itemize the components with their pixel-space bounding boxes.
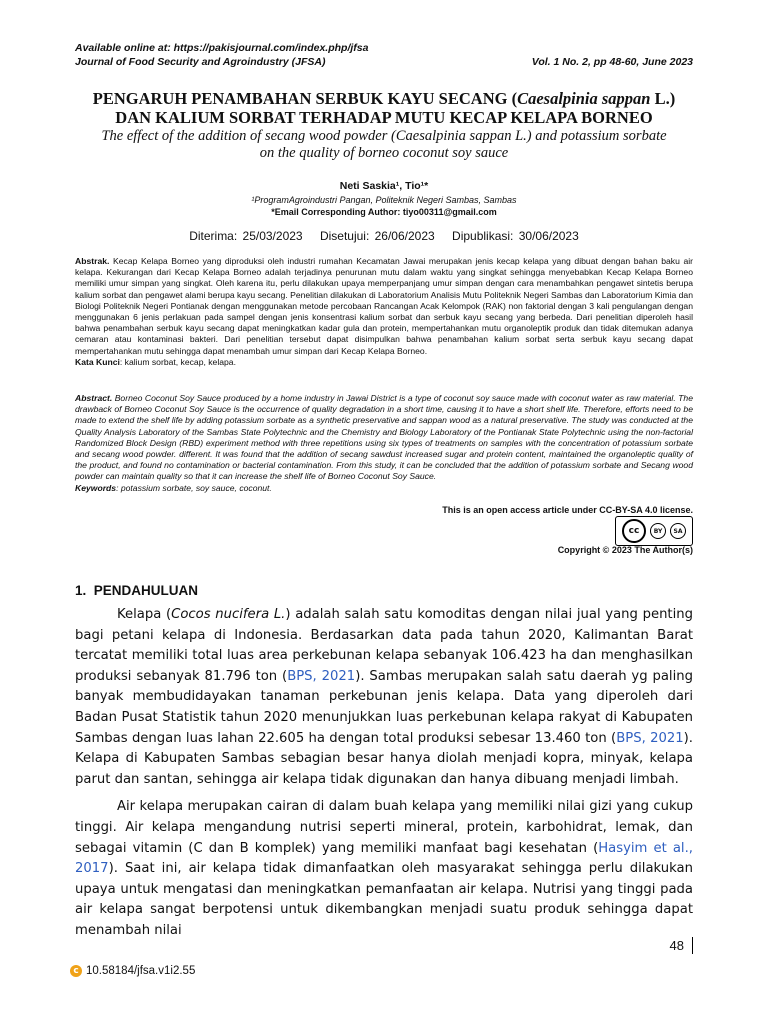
journal-name: Journal of Food Security and Agroindustry (JFSA) — [75, 56, 326, 68]
publication-dates — [60, 229, 708, 243]
citation-link[interactable]: BPS, 2021 — [287, 668, 356, 684]
abstract-body: Kecap Kelapa Borneo yang diproduksi oleh industri rumahan Kecamatan Jawai merupakan jenis kecap kelapa yang dibuat dengan bahan baku air kelapa. Kekurangan dari Kecap Kelapa Borneo adalah terjadinya penurunan mutu dalam waktu yang singkat sehingga menyebabkan Kecap Kelapa Borneo memiliki umur simpan yang singkat. Oleh karena itu, perlu dilakukan upaya memperpanjang umur simpan dengan cara menambahkan pengawet sintetis berupa kalium sorbat dan pengawet alami berupa kayu secang. Penelitian dilakukan di Laboratorium Analisis Mutu Politeknik Negeri Sambas dan Laboratorium Kimia dan Biologi Politeknik Negeri Pontianak dengan menggunakan metode percobaan Rancangan Acak Kelompok (RAK) non faktorial dengan 3 kali pengulangan dengan menggunakan 6 jenis perlakuan pada sampel dengan jenis konsentrasi kalium sorbat dan serbuk kayu secang yang berbeda. Dari penelitian diperoleh hasil bahwa penambahan serbuk kayu secang dapat meningkatkan kadar gula dan protein, mempertahankan mutu organoleptik produk dan tidak ditemukan adanya cemaran atau kontaminasi bakteri. Dari penelitian tersebut dapat disimpulkan bahwa penambahan kalium sorbat serta serbuk kayu secang dapat mempertahankan mutu sehingga dapat menambah umur simpan dari Kecap Kelapa Borneo. — [75, 256, 693, 356]
species-name: Cocos nucifera L. — [171, 607, 286, 622]
abstract-label: Abstrak. — [75, 256, 110, 266]
keywords-label: Kata Kunci — [75, 356, 120, 367]
paragraph-1: Kelapa (Cocos nucifera L.) adalah salah satu komoditas dengan nilai jual yang penting bagi petani kelapa di Indonesia. Berdasarkan data pada tahun 2020, Kalimantan Barat tercatat memiliki total luas area perkebunan kelapa sebanyak 106.423 ha dan menghasilkan produksi sebanyak 81.796 ton (BPS, 2021). Sambas merupakan salah satu daerah yg paling banyak membudidayakan tanaman perkebunan jenis kelapa. Data yang diperoleh dari Badan Pusat Statistik tahun 2020 menunjukkan luas perkebunan kelapa rakyat di Kabupaten Sambas dengan luas lahan 22.605 ha dengan total produksi sebesar 13.460 ton (BPS, 2021). Kelapa di Kabupaten Sambas sebagian besar hanya diolah menjadi kopra, minyak, kelapa parut dan santan, sehingga air kelapa tidak digunakan dan hanya dibuang menjadi limbah. — [75, 607, 693, 787]
paper-title — [60, 89, 708, 127]
copyright-text: Copyright © 2023 The Author(s) — [557, 545, 693, 555]
abstract-english — [75, 393, 693, 494]
authors: Neti Saskia¹, Tio¹* — [339, 180, 429, 192]
title-line-2: DAN KALIUM SORBAT TERHADAP MUTU KECAP KELAPA BORNEO — [115, 108, 653, 127]
body-text — [75, 605, 693, 942]
paragraph-2: Air kelapa merupakan cairan di dalam buah kelapa yang memiliki nilai gizi yang cukup tinggi. Air kelapa mengandung nutrisi seperti mineral, protein, karbohidrat, lemak, dan sebagai vitamin (C dan B komplek) yang memiliki manfaat bagi kesehatan (Hasyim et al., 2017). Saat ini, air kelapa tidak dimanfaatkan oleh masyarakat sehingga perlu dilakukan upaya untuk mengatasi dan meningkatkan pemanfaatan air kelapa. Nutrisi yang tinggi pada air kelapa sangat berpotensi untuk dikembangkan menjadi suatu produk sehingga dapat menambah nilai — [75, 799, 693, 938]
keywords-en-text: : potassium sorbate, soy sauce, coconut. — [116, 482, 272, 493]
keywords-en-label: Keywords — [75, 482, 117, 493]
cc-by-sa-badge[interactable] — [615, 516, 693, 546]
citation-link[interactable]: Hasyim et al., 2017 — [75, 840, 693, 877]
cc-icon: cc — [622, 519, 646, 543]
page-number: 48 — [670, 937, 693, 954]
section-title: PENDAHULUAN — [93, 583, 199, 598]
title-species: Caesalpinia sappan — [517, 89, 651, 108]
doi[interactable] — [70, 965, 195, 977]
corresponding-email[interactable]: *Email Corresponding Author: tiyo00311@gmail.com — [271, 207, 497, 217]
license-text: This is an open access article under CC-BY-SA 4.0 license. — [442, 505, 693, 515]
doi-text[interactable]: 10.58184/jfsa.v1i2.55 — [86, 965, 196, 977]
by-icon: BY — [650, 523, 666, 539]
title-line-1: PENGARUH PENAMBAHAN SERBUK KAYU SECANG (Caesalpinia sappan L.) — [92, 89, 676, 108]
abstract-indonesian — [75, 256, 693, 368]
date-accepted: Disetujui: 26/06/2023 — [319, 229, 435, 243]
abstract-en-label: Abstract. — [75, 393, 113, 403]
sa-icon: SA — [670, 523, 686, 539]
section-heading — [75, 583, 198, 598]
date-published: Dipublikasi: 30/06/2023 — [452, 229, 579, 243]
doi-icon: c — [70, 965, 82, 977]
affiliation: ¹ProgramAgroindustri Pangan, Politeknik Negeri Sambas, Sambas — [251, 195, 517, 205]
paper-title-english: The effect of the addition of secang wood powder (Caesalpinia sappan L.) and potassium sorbate on the quality of borneo coconut soy sauce — [101, 128, 667, 161]
date-received: Diterima: 25/03/2023 — [189, 229, 303, 243]
abstract-en-body: Borneo Coconut Soy Sauce produced by a home industry in Jawai District is a type of coconut soy sauce made with coconut water as raw material. The drawback of Borneo Coconut Soy Sauce is the occurrence of quality degradation in a short time, causing it to have a short shelf life. Therefore, efforts need to be made to extend the shelf life by adding potassium sorbate as a synthetic preservative and sappan wood as a natural preservative. The study was conducted at the Quality Analysis Laboratory of the Sambas State Polytechnic and the Chemistry and Biology Laboratory of the Pontianak State Polytechnic using the non-factorial Randomized Block Design (RBD) experiment method with three repetitions using six types of treatments on samples with the concentration of potassium sorbate and secang wood powder. different. It was found that the addition of secang sawdust increased sugar and protein content, maintained the organoleptic quality of the product, and found no contamination or bacterial contamination. From this study, it can be concluded that the addition of potassium sorbate and Secang wood powder can maintain quality so that it can increase the shelf life of Borneo Coconut Soy Sauce. — [75, 393, 693, 482]
volume-info: Vol. 1 No. 2, pp 48-60, June 2023 — [531, 56, 693, 68]
section-number: 1. — [75, 583, 87, 598]
citation-link[interactable]: BPS, 2021 — [616, 730, 684, 746]
journal-url[interactable]: Available online at: https://pakisjournal.com/index.php/jfsa — [75, 42, 369, 54]
keywords-text: : kalium sorbat, kecap, kelapa. — [119, 356, 236, 367]
